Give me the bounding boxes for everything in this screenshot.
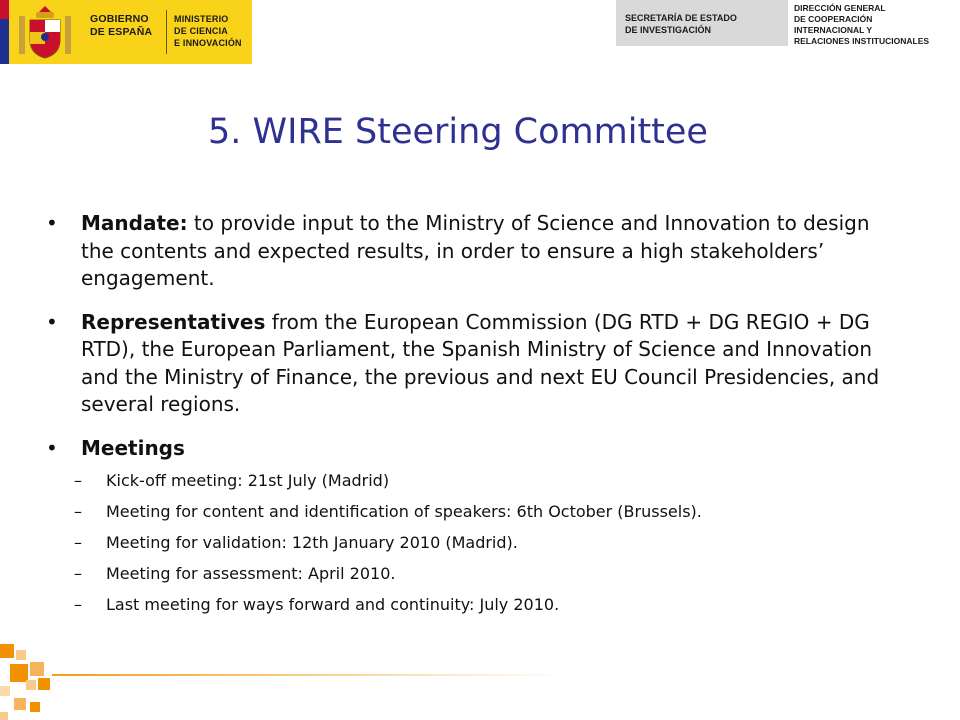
directorate-name: DIRECCIÓN GENERAL DE COOPERACIÓN INTERNACIONAL Y RELACIONES INSTITUCIONALES (794, 3, 930, 46)
ministry-name: MINISTERIO DE CIENCIA E INNOVACIÓN (174, 14, 242, 48)
bullet-list (46, 210, 906, 632)
bullet-icon: • (46, 211, 58, 235)
logo-divider (166, 10, 167, 54)
secretariat-name: SECRETARÍA DE ESTADO DE INVESTIGACIÓN (625, 13, 737, 35)
bullet-mandate (46, 210, 906, 293)
bullet-representatives (46, 309, 906, 419)
bullet-label: Representatives (81, 309, 266, 334)
decorative-squares (0, 630, 960, 720)
bullet-text: from the European Commission (DG RTD + DG REGIO + DG RTD), the European Parliament, the Spanish Ministry of Science and Innovation and the Ministry of Finance, the previous and next EU Council Presidencies, and several regions. (81, 309, 880, 416)
dash-icon: – (74, 595, 82, 614)
dash-icon: – (74, 471, 82, 490)
secretariat-block (616, 0, 788, 46)
bullet-label: Mandate: (81, 211, 188, 235)
government-name: GOBIERNO DE ESPAÑA (90, 13, 153, 38)
government-logo-block (0, 0, 252, 64)
list-item: – Meeting for validation: 12th January 2010 (Madrid). (74, 533, 518, 552)
list-item: – Kick-off meeting: 21st July (Madrid) (74, 471, 390, 490)
slide-title: 5. WIRE Steering Committee (208, 112, 708, 152)
bullet-label: Meetings (81, 435, 185, 460)
coat-of-arms-icon (16, 4, 74, 60)
dash-icon: – (74, 564, 82, 583)
bullet-text: to provide input to the Ministry of Science and Innovation to design the contents and expected results, in order to ensure a high stakeholders’ engagement. (81, 211, 870, 290)
dash-icon: – (74, 533, 82, 552)
bullet-icon: • (46, 309, 58, 334)
bullet-meetings (46, 435, 906, 617)
list-item: – Meeting for content and identification of speakers: 6th October (Brussels). (74, 502, 702, 521)
list-item: – Meeting for assessment: April 2010. (74, 564, 396, 583)
flag-strip (0, 0, 9, 64)
list-item: – Last meeting for ways forward and continuity: July 2010. (74, 595, 560, 614)
dash-icon: – (74, 502, 82, 521)
bullet-icon: • (46, 435, 58, 460)
directorate-block (790, 0, 960, 52)
meetings-list (46, 470, 906, 616)
